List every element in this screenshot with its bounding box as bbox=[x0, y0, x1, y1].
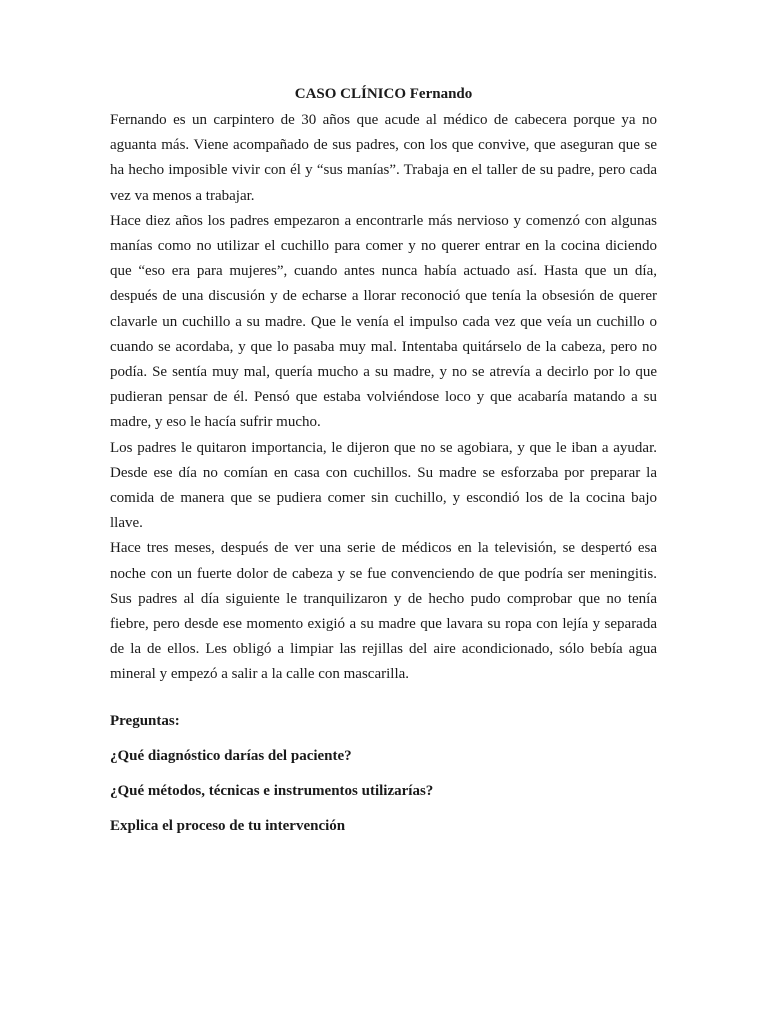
questions-section bbox=[110, 711, 657, 836]
question-item: ¿Qué métodos, técnicas e instrumentos utilizarías? bbox=[110, 782, 434, 799]
document-page bbox=[110, 84, 657, 836]
document-title: CASO CLÍNICO Fernando bbox=[294, 86, 473, 102]
paragraph-parents-response: Los padres le quitaron importancia, le dijeron que no se agobiara, y que le iban a ayudar. Desde ese día no comían en casa con cuchillos. Su madre se esforzaba por preparar la comida de manera que se pudiera comer sin cuchillo, y escondió los de la cocina bajo llave. bbox=[110, 439, 657, 532]
question-item: ¿Qué diagnóstico darías del paciente? bbox=[110, 747, 352, 764]
paragraph-intro: Fernando es un carpintero de 30 años que acude al médico de cabecera porque ya no aguanta más. Viene acompañado de sus padres, con los que convive, que aseguran que se ha hecho imposible vivir con él y “sus manías”. Trabaja en el taller de su padre, pero cada vez va menos a trabajar. bbox=[110, 112, 657, 204]
paragraph-recent-events: Hace tres meses, después de ver una serie de médicos en la televisión, se despertó esa noche con un fuerte dolor de cabeza y se fue convenciendo de que podría ser meningitis. Sus padres al día siguiente le tranquilizaron y de hecho pudo comprobar que no tenía fiebre, pero desde ese momento exigió a su madre que lavara su ropa con lejía y separada de la de ellos. Les obligó a limpiar las rejillas del aire acondicionado, sólo bebía agua mineral y empezó a salir a la calle con mascarilla. bbox=[110, 540, 657, 683]
paragraph-history: Hace diez años los padres empezaron a encontrarle más nervioso y comenzó con algunas manías como no utilizar el cuchillo para comer y no querer entrar en la cocina diciendo que “eso era para mujeres”, cuando antes nunca había actuado así. Hasta que un día, después de una discusión y de echarse a llorar reconoció que tenía la obsesión de querer clavarle un cuchillo a su madre. Que le venía el impulso cada vez que veía un cuchillo o cuando se acordaba, y que lo pasaba muy mal. Intentaba quitárselo de la cabeza, pero no podía. Se sentía muy mal, quería mucho a su madre, y no se atrevía a decirlo por lo que pudieran pensar de él. Pensó que estaba volviéndose loco y que acabaría matando a su madre, y eso le hacía sufrir mucho. bbox=[110, 212, 657, 431]
questions-heading: Preguntas: bbox=[110, 712, 180, 729]
question-item: Explica el proceso de tu intervención bbox=[110, 817, 346, 834]
